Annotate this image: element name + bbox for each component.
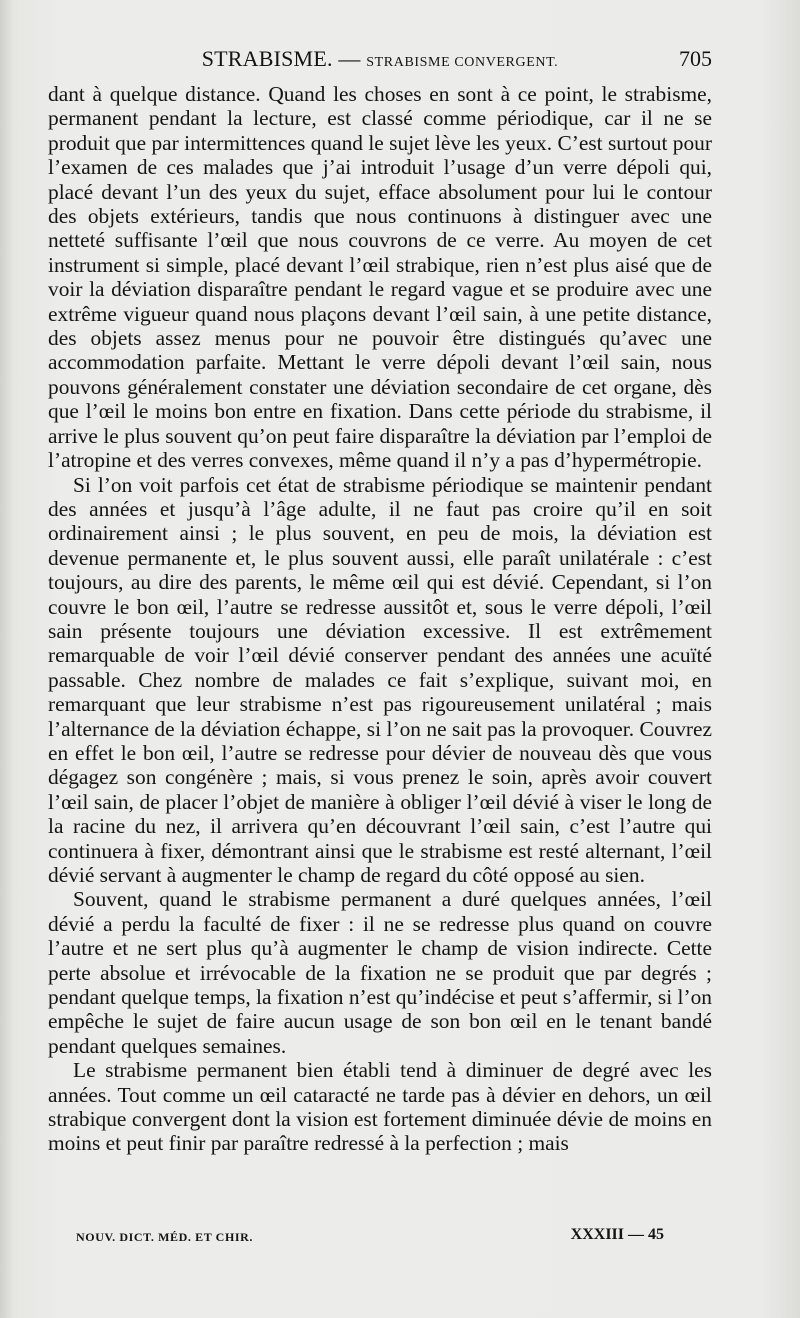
- footer-publication: NOUV. DICT. MÉD. ET CHIR.: [76, 1230, 254, 1244]
- paragraph-1: dant à quelque distance. Quand les choses en sont à ce point, le strabisme, permanent pendant la lecture, est classé comme périodique, car il ne se produit que par intermittences quand le sujet lève les yeux. C’est surtout pour l’examen de ces malades que j’ai introduit l’usage d’un verre dépoli qui, placé devant l’un des yeux du sujet, efface absolument pour lui le contour des objets extérieurs, tandis que nous continuons à distinguer avec une netteté suffisante l’œil que nous couvrons de ce verre. Au moyen de cet instrument si simple, placé devant l’œil strabique, rien n’est plus aisé que de voir la déviation disparaître pendant le regard vague et se produire avec une extrême vigueur quand nous plaçons devant l’œil sain, à une petite distance, des objets assez menus pour ne pouvoir être distingués qu’avec une accommodation parfaite. Mettant le verre dépoli devant l’œil sain, nous pouvons généralement constater une déviation secondaire de cet organe, dès que l’œil le moins bon entre en fixation. Dans cette période du strabisme, il arrive le plus souvent qu’on peut faire disparaître la déviation par l’emploi de l’atropine et des verres convexes, même quand il n’y a pas d’hypermétropie.: [48, 82, 712, 473]
- paragraph-2: Si l’on voit parfois cet état de strabisme périodique se maintenir pendant des années et jusqu’à l’âge adulte, il ne faut pas croire qu’il en soit ordinairement ainsi ; le plus souvent, en peu de mois, la déviation est devenue permanente et, le plus souvent aussi, elle paraît unilatérale : c’est toujours, au dire des parents, le même œil qui est dévié. Cependant, si l’on couvre le bon œil, l’autre se redresse aussitôt et, sous le verre dépoli, l’œil sain présente toujours une déviation excessive. Il est extrêmement remarquable de voir l’œil dévié conserver pendant des années une acuïté passable. Chez nombre de malades ce fait s’explique, suivant moi, en remarquant que leur strabisme n’est pas rigoureusement unilatéral ; mais l’alternance de la déviation échappe, si l’on ne sait pas la provoquer. Couvrez en effet le bon œil, l’autre se redresse pour dévier de nouveau dès que vous dégagez son congénère ; mais, si vous prenez le soin, après avoir couvert l’œil sain, de placer l’objet de manière à obliger l’œil dévié à viser le long de la racine du nez, il arrivera qu’en découvrant l’œil sain, c’est l’autre qui continuera à fixer, démontrant ainsi que le strabisme est resté alternant, l’œil dévié servant à augmenter le champ de regard du côté opposé au sien.: [48, 472, 712, 887]
- footer-signature: XXXIII — 45: [570, 1226, 664, 1243]
- running-title-sub: STRABISME CONVERGENT.: [366, 55, 559, 70]
- running-title: [48, 46, 712, 72]
- running-header: [48, 46, 712, 78]
- body-text: [48, 82, 712, 1156]
- page-footer: [48, 1226, 712, 1248]
- page-number: 705: [679, 46, 712, 71]
- running-title-main: STRABISME. —: [201, 46, 361, 71]
- paragraph-3: Souvent, quand le strabisme permanent a duré quelques années, l’œil dévié a perdu la faculté de fixer : il ne se redresse plus quand on couvre l’autre et ne sert plus qu’à augmenter le champ de vision indirecte. Cette perte absolue et irrévocable de la fixation ne se produit que par degrés ; pendant quelque temps, la fixation n’est qu’indécise et peut s’affermir, si l’on empêche le sujet de faire aucun usage de son bon œil en le tenant bandé pendant quelques semaines.: [48, 887, 712, 1058]
- paragraph-4: Le strabisme permanent bien établi tend à diminuer de degré avec les années. Tout comme un œil cataracté ne tarde pas à dévier en dehors, un œil strabique convergent dont la vision est fortement diminuée dévie de moins en moins et peut finir par paraître redressé à la perfection ; mais: [48, 1058, 712, 1156]
